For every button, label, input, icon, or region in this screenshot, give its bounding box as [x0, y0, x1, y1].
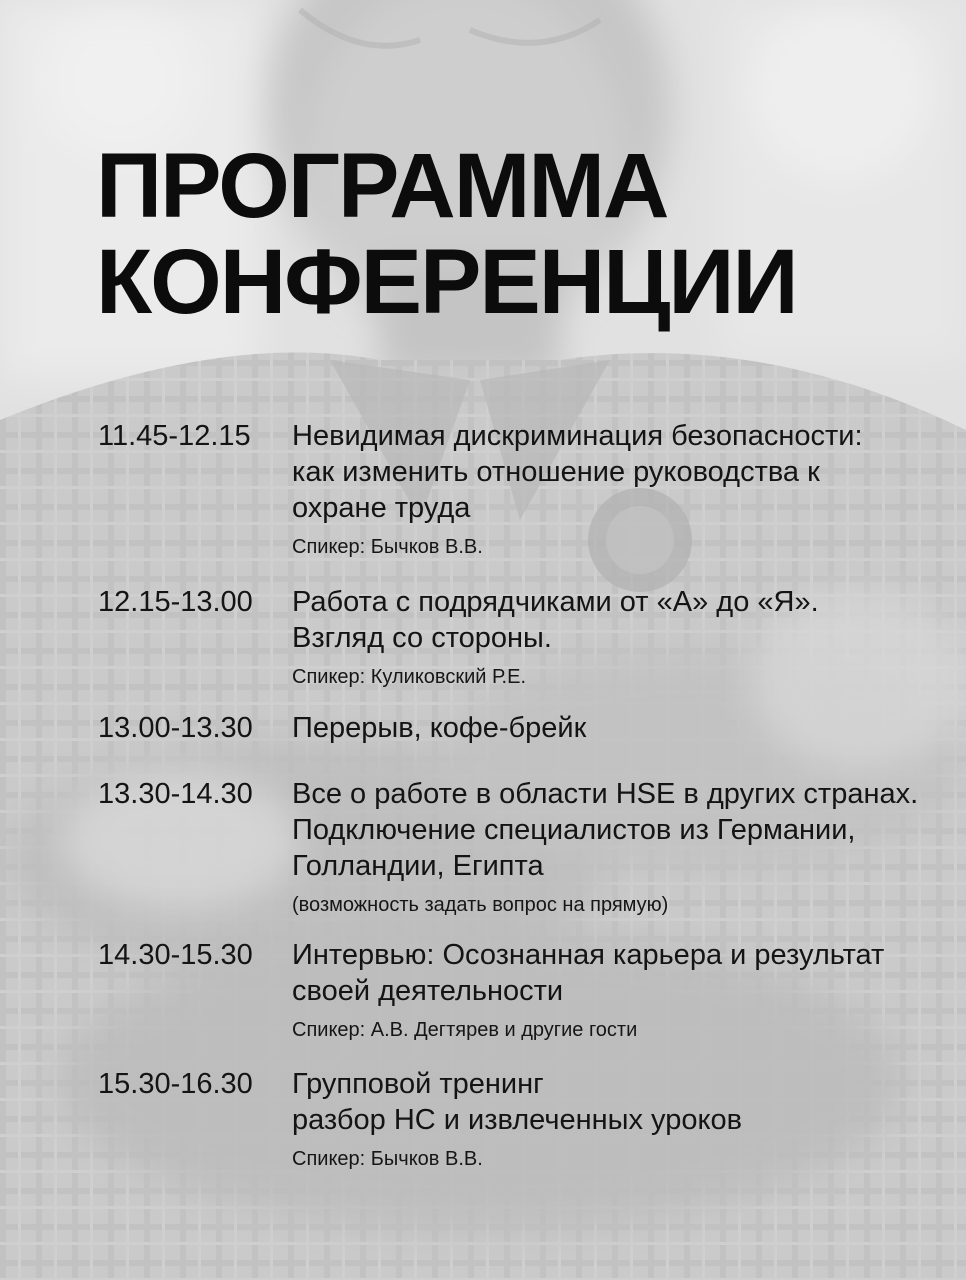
title-line-2: КОНФЕРЕНЦИИ	[96, 231, 797, 333]
session-topic	[292, 710, 962, 746]
topic-line: Интервью: Осознанная карьера и результат	[292, 939, 885, 971]
session-details	[292, 584, 962, 690]
session-details	[292, 1066, 962, 1172]
session-time: 13.00-13.30	[98, 712, 253, 744]
session-details	[292, 776, 962, 918]
session-topic	[292, 584, 962, 656]
topic-line: как изменить отношение руководства к	[292, 456, 820, 488]
topic-line: Групповой тренинг	[292, 1068, 544, 1100]
session-topic	[292, 418, 962, 526]
session-topic	[292, 776, 962, 884]
session-time: 11.45-12.15	[98, 420, 251, 452]
session-speaker: Спикер: Куликовский Р.Е.	[292, 666, 526, 688]
topic-line: охране труда	[292, 492, 471, 524]
topic-line: Все о работе в области HSE в других странах.	[292, 778, 919, 810]
session-topic	[292, 1066, 962, 1138]
topic-line: Голландии, Египта	[292, 850, 544, 882]
topic-line: Подключение специалистов из Германии,	[292, 814, 856, 846]
session-details	[292, 710, 962, 746]
topic-line: Работа с подрядчиками от «А» до «Я».	[292, 586, 819, 618]
title-line-1: ПРОГРАММА	[96, 135, 668, 237]
topic-line: Перерыв, кофе-брейк	[292, 712, 587, 744]
page-title	[96, 135, 797, 333]
session-details	[292, 937, 962, 1043]
session-details	[292, 418, 962, 560]
topic-line: Невидимая дискриминация безопасности:	[292, 420, 863, 452]
session-speaker: Спикер: А.В. Дегтярев и другие гости	[292, 1019, 638, 1041]
topic-line: разбор НС и извлеченных уроков	[292, 1104, 742, 1136]
session-note: (возможность задать вопрос на прямую)	[292, 894, 669, 916]
session-speaker: Спикер: Бычков В.В.	[292, 1148, 483, 1170]
session-speaker: Спикер: Бычков В.В.	[292, 536, 483, 558]
topic-line: Взгляд со стороны.	[292, 622, 552, 654]
session-time: 12.15-13.00	[98, 586, 253, 618]
topic-line: своей деятельности	[292, 975, 564, 1007]
session-time: 14.30-15.30	[98, 939, 253, 971]
session-topic	[292, 937, 962, 1009]
session-time: 13.30-14.30	[98, 778, 253, 810]
session-time: 15.30-16.30	[98, 1068, 253, 1100]
